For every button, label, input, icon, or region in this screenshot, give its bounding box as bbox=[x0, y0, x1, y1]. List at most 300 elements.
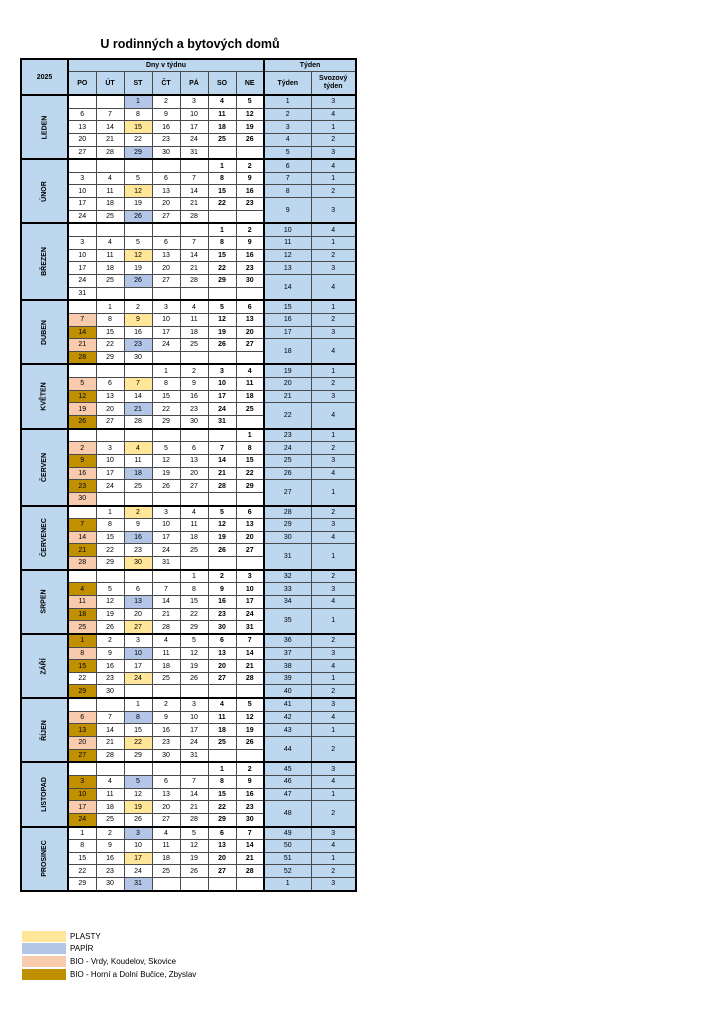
day-cell-pa bbox=[180, 762, 208, 775]
page-title: U rodinných a bytových domů bbox=[100, 37, 280, 51]
day-cell-ut: 22 bbox=[96, 339, 124, 352]
day-cell-st: 26 bbox=[124, 210, 152, 223]
collection-week-cell: 4 bbox=[311, 403, 356, 429]
day-cell-so: 26 bbox=[208, 339, 236, 352]
month-label bbox=[21, 506, 68, 570]
day-cell-po: 2 bbox=[68, 442, 96, 455]
day-cell-ne: 16 bbox=[236, 788, 264, 801]
month-name: LISTOPAD bbox=[41, 777, 48, 812]
day-cell-pa: 24 bbox=[180, 737, 208, 750]
week-number-header: Týden bbox=[264, 72, 311, 96]
day-cell-so: 25 bbox=[208, 737, 236, 750]
day-cell-ct: 23 bbox=[152, 133, 180, 146]
day-cell-ne bbox=[236, 416, 264, 429]
day-cell-pa: 28 bbox=[180, 274, 208, 287]
day-cell-po: 24 bbox=[68, 274, 96, 287]
week-number-cell: 45 bbox=[264, 762, 311, 775]
day-cell-ut: 4 bbox=[96, 775, 124, 788]
collection-week-cell: 4 bbox=[311, 711, 356, 724]
day-header-ut: ÚT bbox=[96, 72, 124, 96]
day-cell-st: 10 bbox=[124, 840, 152, 853]
day-cell-ct: 6 bbox=[152, 775, 180, 788]
collection-week-cell: 3 bbox=[311, 762, 356, 775]
day-cell-pa: 21 bbox=[180, 262, 208, 275]
week-number-cell: 37 bbox=[264, 647, 311, 660]
week-number-cell: 44 bbox=[264, 737, 311, 763]
collection-week-cell: 4 bbox=[311, 595, 356, 608]
month-label bbox=[21, 429, 68, 506]
day-cell-ne bbox=[236, 146, 264, 159]
day-cell-po: 29 bbox=[68, 685, 96, 698]
week-row bbox=[21, 865, 356, 878]
day-cell-ut: 11 bbox=[96, 249, 124, 262]
collection-week-cell: 1 bbox=[311, 172, 356, 185]
day-cell-ne: 12 bbox=[236, 108, 264, 121]
header-row-2 bbox=[21, 72, 356, 96]
day-cell-so: 15 bbox=[208, 249, 236, 262]
day-cell-ut: 8 bbox=[96, 519, 124, 532]
day-cell-ut: 8 bbox=[96, 313, 124, 326]
day-cell-so: 4 bbox=[208, 95, 236, 108]
month-name: ŘÍJEN bbox=[41, 719, 48, 741]
day-cell-po: 6 bbox=[68, 108, 96, 121]
collection-week-cell: 2 bbox=[311, 249, 356, 262]
day-cell-po: 31 bbox=[68, 287, 96, 300]
day-cell-ut: 3 bbox=[96, 442, 124, 455]
day-cell-po: 3 bbox=[68, 237, 96, 250]
day-cell-st: 15 bbox=[124, 724, 152, 737]
month-label bbox=[21, 698, 68, 762]
week-number-cell: 24 bbox=[264, 442, 311, 455]
week-number-cell: 5 bbox=[264, 146, 311, 159]
day-cell-ne: 4 bbox=[236, 364, 264, 377]
week-number-cell: 6 bbox=[264, 159, 311, 172]
day-cell-ct: 27 bbox=[152, 210, 180, 223]
day-cell-ct: 23 bbox=[152, 737, 180, 750]
week-row bbox=[21, 660, 356, 673]
day-cell-so: 8 bbox=[208, 172, 236, 185]
day-cell-ne: 21 bbox=[236, 852, 264, 865]
week-row bbox=[21, 300, 356, 313]
day-cell-ut bbox=[96, 492, 124, 505]
day-cell-ut: 5 bbox=[96, 583, 124, 596]
day-cell-ut bbox=[96, 223, 124, 236]
day-cell-so: 11 bbox=[208, 711, 236, 724]
day-cell-po: 13 bbox=[68, 724, 96, 737]
day-cell-ne: 12 bbox=[236, 711, 264, 724]
day-cell-ct: 4 bbox=[152, 634, 180, 647]
month-label bbox=[21, 827, 68, 891]
week-row bbox=[21, 108, 356, 121]
day-cell-po bbox=[68, 570, 96, 583]
day-cell-po: 8 bbox=[68, 840, 96, 853]
week-number-cell: 7 bbox=[264, 172, 311, 185]
week-number-cell: 47 bbox=[264, 788, 311, 801]
day-cell-po: 14 bbox=[68, 531, 96, 544]
day-cell-ut: 6 bbox=[96, 378, 124, 391]
month-name: DUBEN bbox=[40, 319, 48, 345]
month-label bbox=[21, 159, 68, 223]
day-cell-pa: 7 bbox=[180, 172, 208, 185]
day-cell-st: 19 bbox=[124, 262, 152, 275]
day-cell-ut: 23 bbox=[96, 672, 124, 685]
day-cell-pa: 31 bbox=[180, 146, 208, 159]
week-group-header: Týden bbox=[264, 59, 356, 72]
day-cell-po: 17 bbox=[68, 801, 96, 814]
week-row bbox=[21, 724, 356, 737]
week-number-cell: 49 bbox=[264, 827, 311, 840]
day-cell-ne: 20 bbox=[236, 531, 264, 544]
day-cell-ne: 2 bbox=[236, 159, 264, 172]
day-cell-po: 1 bbox=[68, 634, 96, 647]
collection-week-cell: 2 bbox=[311, 570, 356, 583]
day-cell-ne: 27 bbox=[236, 339, 264, 352]
day-cell-pa: 4 bbox=[180, 506, 208, 519]
day-cell-ut bbox=[96, 570, 124, 583]
collection-week-cell: 4 bbox=[311, 339, 356, 365]
day-cell-po: 17 bbox=[68, 262, 96, 275]
day-cell-so: 4 bbox=[208, 698, 236, 711]
month-label bbox=[21, 634, 68, 698]
week-number-cell: 14 bbox=[264, 274, 311, 300]
collection-week-cell: 2 bbox=[311, 634, 356, 647]
week-number-cell: 51 bbox=[264, 852, 311, 865]
day-cell-ct: 25 bbox=[152, 672, 180, 685]
day-cell-st: 2 bbox=[124, 506, 152, 519]
day-cell-pa: 16 bbox=[180, 390, 208, 403]
day-cell-so: 15 bbox=[208, 185, 236, 198]
week-row bbox=[21, 788, 356, 801]
week-number-cell: 3 bbox=[264, 121, 311, 134]
day-cell-ct: 2 bbox=[152, 95, 180, 108]
day-cell-ne: 30 bbox=[236, 813, 264, 826]
day-cell-po: 3 bbox=[68, 775, 96, 788]
day-cell-st: 24 bbox=[124, 865, 152, 878]
day-cell-pa: 3 bbox=[180, 698, 208, 711]
day-cell-ct: 15 bbox=[152, 390, 180, 403]
day-cell-ut: 25 bbox=[96, 813, 124, 826]
week-number-cell: 19 bbox=[264, 364, 311, 377]
week-number-cell: 1 bbox=[264, 878, 311, 891]
week-row bbox=[21, 223, 356, 236]
week-row bbox=[21, 634, 356, 647]
day-cell-ne: 19 bbox=[236, 724, 264, 737]
day-cell-ct: 20 bbox=[152, 198, 180, 211]
day-cell-ne: 8 bbox=[236, 442, 264, 455]
day-cell-ct: 12 bbox=[152, 454, 180, 467]
day-cell-st: 8 bbox=[124, 711, 152, 724]
week-row bbox=[21, 775, 356, 788]
week-row bbox=[21, 159, 356, 172]
day-cell-ut: 30 bbox=[96, 878, 124, 891]
day-cell-ut: 11 bbox=[96, 788, 124, 801]
day-cell-po: 12 bbox=[68, 390, 96, 403]
day-cell-ne: 6 bbox=[236, 300, 264, 313]
day-cell-st bbox=[124, 570, 152, 583]
day-cell-ut bbox=[96, 429, 124, 442]
day-cell-so: 8 bbox=[208, 775, 236, 788]
day-cell-st: 23 bbox=[124, 339, 152, 352]
day-cell-ut bbox=[96, 364, 124, 377]
day-cell-st: 12 bbox=[124, 249, 152, 262]
day-cell-so: 6 bbox=[208, 827, 236, 840]
day-cell-so bbox=[208, 557, 236, 570]
week-number-cell: 16 bbox=[264, 313, 311, 326]
day-cell-st: 9 bbox=[124, 519, 152, 532]
week-row bbox=[21, 364, 356, 377]
legend-item-bio1 bbox=[22, 955, 196, 968]
month-label bbox=[21, 762, 68, 826]
week-number-cell: 42 bbox=[264, 711, 311, 724]
day-cell-ne: 13 bbox=[236, 519, 264, 532]
week-number-cell: 20 bbox=[264, 378, 311, 391]
day-cell-pa: 11 bbox=[180, 519, 208, 532]
collection-week-cell: 3 bbox=[311, 146, 356, 159]
week-row bbox=[21, 378, 356, 391]
month-name: ÚNOR bbox=[41, 180, 48, 202]
week-number-cell: 52 bbox=[264, 865, 311, 878]
day-cell-st bbox=[124, 287, 152, 300]
week-number-cell: 12 bbox=[264, 249, 311, 262]
week-number-cell: 33 bbox=[264, 583, 311, 596]
day-cell-ut: 27 bbox=[96, 416, 124, 429]
day-cell-pa: 25 bbox=[180, 339, 208, 352]
legend-item-bio2 bbox=[22, 968, 196, 981]
day-cell-st: 17 bbox=[124, 660, 152, 673]
day-cell-po: 16 bbox=[68, 467, 96, 480]
week-row bbox=[21, 685, 356, 698]
day-cell-ct bbox=[152, 159, 180, 172]
day-cell-ut: 2 bbox=[96, 827, 124, 840]
day-cell-ne: 20 bbox=[236, 326, 264, 339]
day-cell-pa bbox=[180, 685, 208, 698]
day-cell-ct: 11 bbox=[152, 647, 180, 660]
day-cell-pa: 19 bbox=[180, 660, 208, 673]
day-cell-pa: 31 bbox=[180, 749, 208, 762]
day-cell-pa: 19 bbox=[180, 852, 208, 865]
day-cell-ne: 21 bbox=[236, 660, 264, 673]
week-row bbox=[21, 480, 356, 493]
week-number-cell: 9 bbox=[264, 198, 311, 224]
day-cell-ne: 1 bbox=[236, 429, 264, 442]
day-cell-pa: 21 bbox=[180, 801, 208, 814]
day-cell-po: 17 bbox=[68, 198, 96, 211]
day-cell-ut: 14 bbox=[96, 724, 124, 737]
day-cell-ut: 7 bbox=[96, 711, 124, 724]
day-cell-so: 15 bbox=[208, 788, 236, 801]
week-number-cell: 40 bbox=[264, 685, 311, 698]
collection-week-cell: 3 bbox=[311, 390, 356, 403]
day-cell-pa: 26 bbox=[180, 672, 208, 685]
collection-week-cell: 3 bbox=[311, 454, 356, 467]
day-cell-ct: 13 bbox=[152, 185, 180, 198]
day-cell-po: 30 bbox=[68, 492, 96, 505]
day-cell-st: 26 bbox=[124, 274, 152, 287]
day-cell-po bbox=[68, 698, 96, 711]
collection-week-cell: 4 bbox=[311, 108, 356, 121]
week-row bbox=[21, 608, 356, 621]
day-cell-st: 16 bbox=[124, 531, 152, 544]
day-cell-ct: 11 bbox=[152, 840, 180, 853]
day-cell-ne: 5 bbox=[236, 698, 264, 711]
week-row bbox=[21, 467, 356, 480]
legend-swatch bbox=[22, 956, 66, 967]
day-cell-pa: 5 bbox=[180, 827, 208, 840]
day-cell-pa bbox=[180, 429, 208, 442]
day-cell-pa: 15 bbox=[180, 595, 208, 608]
day-cell-po: 13 bbox=[68, 121, 96, 134]
collection-week-cell: 2 bbox=[311, 685, 356, 698]
week-row bbox=[21, 121, 356, 134]
day-cell-pa: 7 bbox=[180, 237, 208, 250]
collection-week-cell: 3 bbox=[311, 326, 356, 339]
day-cell-st: 14 bbox=[124, 390, 152, 403]
day-cell-ut: 13 bbox=[96, 390, 124, 403]
day-cell-po: 28 bbox=[68, 557, 96, 570]
day-cell-st: 18 bbox=[124, 467, 152, 480]
month-name: LEDEN bbox=[40, 115, 48, 139]
day-cell-st: 31 bbox=[124, 878, 152, 891]
day-cell-pa: 22 bbox=[180, 608, 208, 621]
week-row bbox=[21, 711, 356, 724]
day-cell-pa: 10 bbox=[180, 711, 208, 724]
day-cell-st: 30 bbox=[124, 351, 152, 364]
week-row bbox=[21, 647, 356, 660]
collection-week-cell: 1 bbox=[311, 544, 356, 570]
day-cell-ct: 3 bbox=[152, 300, 180, 313]
day-cell-pa: 12 bbox=[180, 840, 208, 853]
collection-week-cell: 4 bbox=[311, 775, 356, 788]
week-number-cell: 25 bbox=[264, 454, 311, 467]
collection-week-cell: 4 bbox=[311, 159, 356, 172]
week-row bbox=[21, 326, 356, 339]
week-row bbox=[21, 737, 356, 750]
week-number-cell: 2 bbox=[264, 108, 311, 121]
day-cell-po: 20 bbox=[68, 737, 96, 750]
day-cell-ne: 2 bbox=[236, 762, 264, 775]
day-cell-st bbox=[124, 762, 152, 775]
day-cell-ut: 16 bbox=[96, 852, 124, 865]
day-cell-ne: 18 bbox=[236, 390, 264, 403]
day-cell-ne: 11 bbox=[236, 378, 264, 391]
day-cell-ut: 26 bbox=[96, 621, 124, 634]
day-cell-st: 16 bbox=[124, 326, 152, 339]
day-cell-so: 11 bbox=[208, 108, 236, 121]
day-cell-ne: 5 bbox=[236, 95, 264, 108]
week-row bbox=[21, 531, 356, 544]
collection-week-cell: 2 bbox=[311, 801, 356, 827]
collection-week-cell: 3 bbox=[311, 262, 356, 275]
collection-week-cell: 1 bbox=[311, 608, 356, 634]
day-cell-po bbox=[68, 364, 96, 377]
day-cell-st: 15 bbox=[124, 121, 152, 134]
legend-label: PLASTY bbox=[70, 931, 101, 941]
day-cell-ct: 19 bbox=[152, 467, 180, 480]
day-cell-po: 15 bbox=[68, 852, 96, 865]
day-cell-st: 1 bbox=[124, 95, 152, 108]
day-cell-ct: 27 bbox=[152, 813, 180, 826]
week-number-cell: 48 bbox=[264, 801, 311, 827]
day-cell-st bbox=[124, 364, 152, 377]
day-cell-st: 26 bbox=[124, 813, 152, 826]
day-cell-ut: 1 bbox=[96, 300, 124, 313]
week-number-cell: 22 bbox=[264, 403, 311, 429]
day-cell-ct: 17 bbox=[152, 531, 180, 544]
week-number-cell: 23 bbox=[264, 429, 311, 442]
day-cell-so: 19 bbox=[208, 326, 236, 339]
day-cell-po: 18 bbox=[68, 608, 96, 621]
month-name: KVĚTEN bbox=[41, 382, 48, 411]
day-cell-so bbox=[208, 749, 236, 762]
day-cell-so: 31 bbox=[208, 416, 236, 429]
day-cell-st: 13 bbox=[124, 595, 152, 608]
day-cell-ut bbox=[96, 95, 124, 108]
week-row bbox=[21, 506, 356, 519]
day-cell-ne bbox=[236, 492, 264, 505]
day-cell-st: 4 bbox=[124, 442, 152, 455]
day-cell-st: 30 bbox=[124, 557, 152, 570]
day-cell-pa: 26 bbox=[180, 865, 208, 878]
day-cell-so: 20 bbox=[208, 852, 236, 865]
day-cell-ct: 22 bbox=[152, 403, 180, 416]
day-cell-ut bbox=[96, 159, 124, 172]
week-number-cell: 10 bbox=[264, 223, 311, 236]
day-cell-ne: 28 bbox=[236, 672, 264, 685]
collection-week-cell: 1 bbox=[311, 429, 356, 442]
day-cell-pa: 28 bbox=[180, 210, 208, 223]
day-cell-pa: 4 bbox=[180, 300, 208, 313]
day-cell-po: 20 bbox=[68, 133, 96, 146]
week-row bbox=[21, 852, 356, 865]
day-cell-st: 20 bbox=[124, 608, 152, 621]
day-cell-po: 15 bbox=[68, 660, 96, 673]
day-cell-so: 23 bbox=[208, 608, 236, 621]
day-cell-ut: 18 bbox=[96, 198, 124, 211]
day-cell-ne: 26 bbox=[236, 133, 264, 146]
day-cell-ct: 6 bbox=[152, 172, 180, 185]
day-cell-ct: 6 bbox=[152, 237, 180, 250]
day-cell-pa: 27 bbox=[180, 480, 208, 493]
day-cell-pa: 17 bbox=[180, 724, 208, 737]
collection-week-cell: 3 bbox=[311, 647, 356, 660]
day-cell-st: 17 bbox=[124, 852, 152, 865]
day-cell-ut bbox=[96, 698, 124, 711]
day-cell-ct bbox=[152, 351, 180, 364]
day-cell-st: 3 bbox=[124, 634, 152, 647]
week-row bbox=[21, 878, 356, 891]
day-cell-ct: 16 bbox=[152, 121, 180, 134]
day-cell-po: 21 bbox=[68, 339, 96, 352]
day-cell-so: 17 bbox=[208, 390, 236, 403]
collection-week-cell: 1 bbox=[311, 364, 356, 377]
day-cell-ut bbox=[96, 762, 124, 775]
day-cell-ct: 14 bbox=[152, 595, 180, 608]
day-cell-ne bbox=[236, 210, 264, 223]
day-cell-ne bbox=[236, 878, 264, 891]
month-label bbox=[21, 364, 68, 428]
week-number-cell: 50 bbox=[264, 840, 311, 853]
day-cell-st bbox=[124, 429, 152, 442]
collection-week-cell: 1 bbox=[311, 724, 356, 737]
week-row bbox=[21, 672, 356, 685]
day-cell-so: 12 bbox=[208, 519, 236, 532]
day-cell-ct: 20 bbox=[152, 262, 180, 275]
day-cell-so: 24 bbox=[208, 403, 236, 416]
week-number-cell: 8 bbox=[264, 185, 311, 198]
day-cell-pa: 10 bbox=[180, 108, 208, 121]
day-cell-ct: 18 bbox=[152, 660, 180, 673]
day-cell-ne: 15 bbox=[236, 454, 264, 467]
